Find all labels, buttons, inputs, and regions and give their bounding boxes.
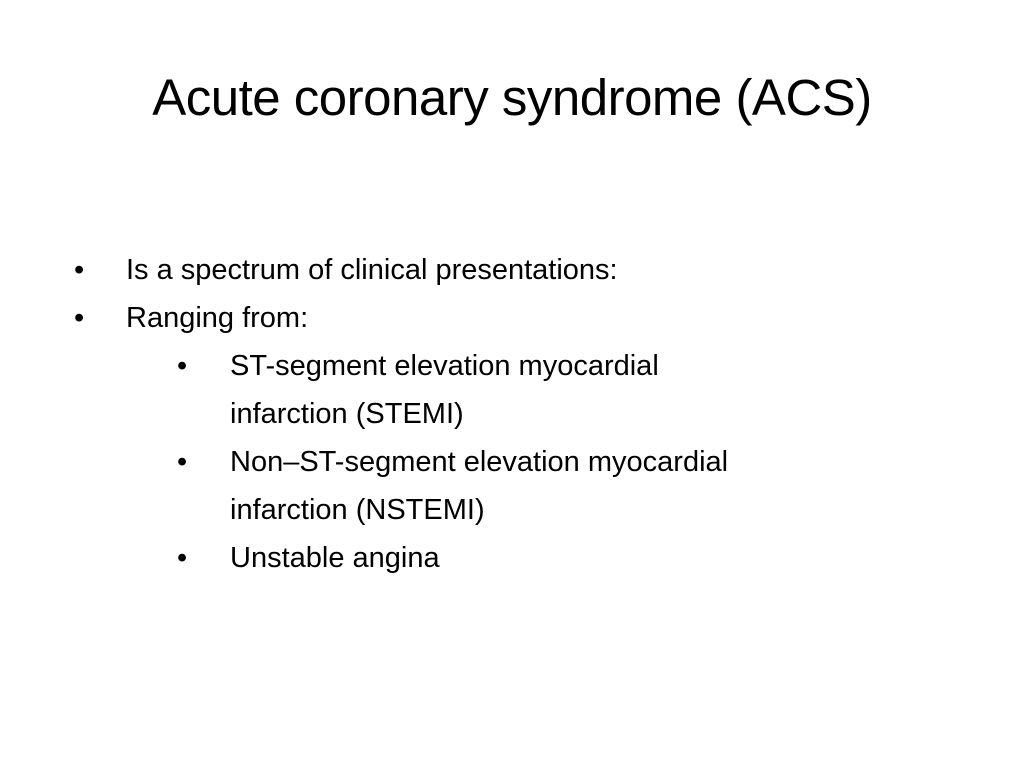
sub-bullet-item — [74, 534, 974, 582]
bullet-icon: • — [177, 350, 188, 382]
bullet-icon: • — [74, 254, 85, 286]
sub-bullet-text: Unstable angina — [230, 542, 440, 574]
sub-bullet-text-line: infarction (STEMI) — [230, 398, 464, 430]
sub-bullet-item — [74, 438, 974, 534]
bullet-text: Is a spectrum of clinical presentations: — [126, 254, 618, 286]
slide-title: Acute coronary syndrome (ACS) — [152, 69, 872, 126]
bullet-icon: • — [74, 302, 85, 334]
bullet-icon: • — [177, 542, 188, 574]
sub-bullet-text-line: infarction (NSTEMI) — [230, 494, 485, 526]
bullet-list — [74, 246, 974, 582]
bullet-text: Ranging from: — [126, 302, 309, 334]
bullet-item — [74, 294, 974, 342]
bullet-item — [74, 246, 974, 294]
sub-bullet-item — [74, 342, 974, 438]
bullet-icon: • — [177, 446, 188, 478]
sub-bullet-text-line: ST-segment elevation myocardial — [230, 350, 659, 382]
sub-bullet-text-line: Non–ST-segment elevation myocardial — [230, 446, 729, 478]
